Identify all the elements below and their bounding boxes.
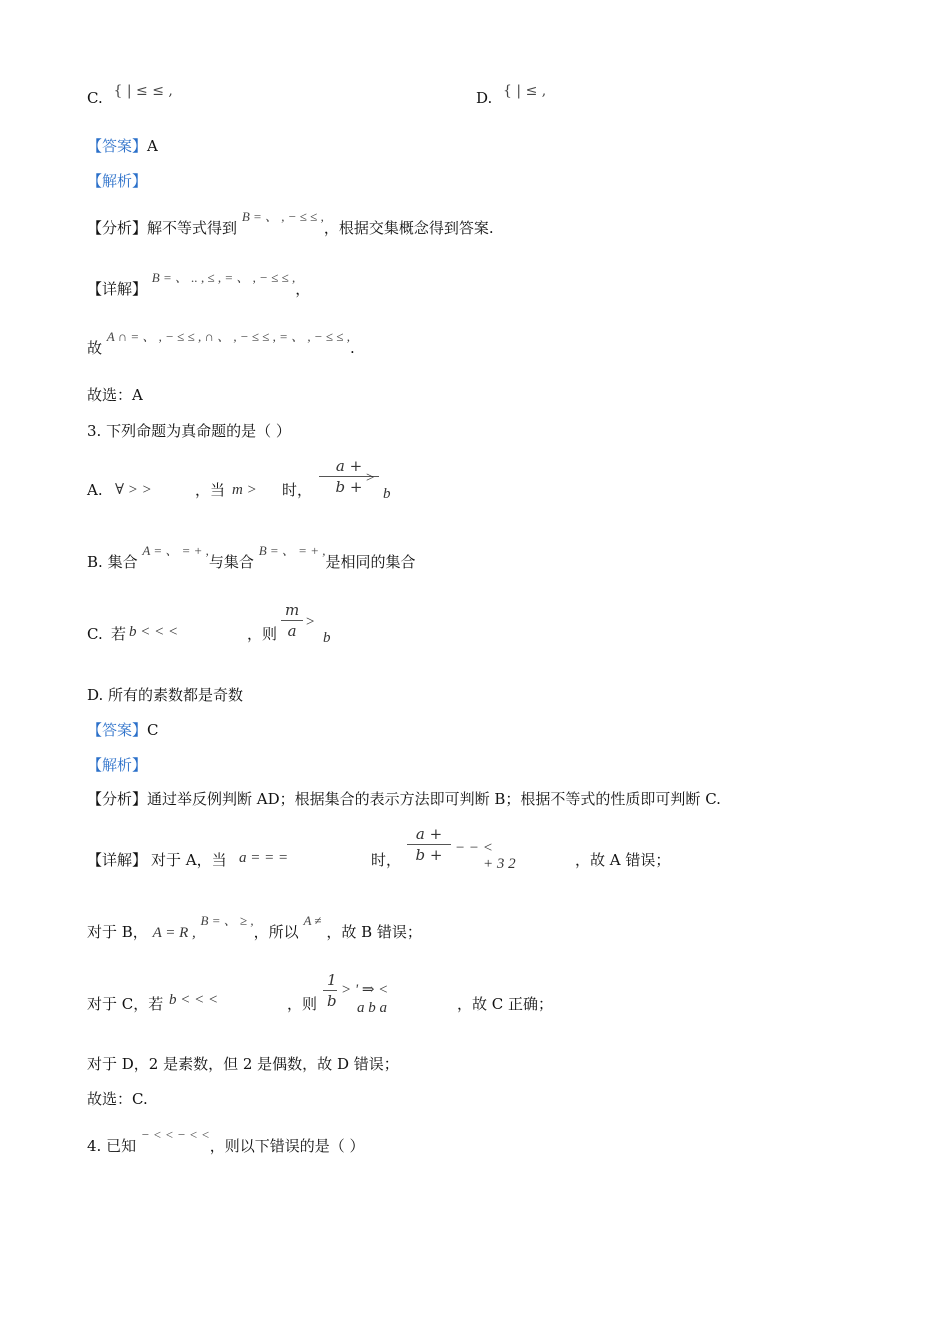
xiangjie-math: B = 、 ≥ ,: [200, 913, 254, 928]
option-math: { | ≤ ≤ ,: [113, 83, 173, 99]
answer-value: C: [147, 721, 159, 739]
fraction-denominator: a: [287, 622, 297, 640]
option-math: { | ≤ ,: [503, 83, 547, 99]
xiangjie-text: ，所以: [253, 923, 299, 941]
question-stem: [87, 1127, 365, 1157]
choose-text: 故选：C.: [87, 1090, 148, 1108]
option-text: 是相同的集合: [325, 553, 416, 571]
answer-line: [87, 136, 158, 156]
option-text: 与集合: [208, 553, 254, 571]
analysis-tag-line: [87, 755, 147, 775]
option-math: b: [383, 486, 391, 502]
fraction-numerator: a +: [335, 457, 363, 475]
xiangjie-line: [87, 270, 311, 300]
fraction-denominator: b +: [415, 846, 443, 864]
xiangjie-math: + 3 2: [483, 856, 516, 872]
fraction-numerator: 1: [327, 971, 337, 989]
option-text: 时，: [282, 481, 313, 499]
fenxi-text: 通过举反例判断 AD；根据集合的表示方法即可判断 B；根据不等式的性质即可判断 C.: [147, 790, 721, 808]
option-text: ，当: [195, 481, 226, 499]
option-math: b: [323, 630, 331, 646]
option-text: 集合: [107, 553, 138, 571]
analysis-tag-line: [87, 171, 147, 191]
xiangjie-text: 对于 D，2 是素数，但 2 是偶数，故 D 错误；: [87, 1055, 399, 1073]
option-label: B.: [87, 553, 103, 571]
fenxi-text: 解不等式得到: [147, 219, 238, 237]
fenxi-line: [87, 209, 494, 239]
question-stem-math: − < < − < <: [140, 1127, 210, 1142]
option-d-row: [87, 685, 243, 705]
option-math: m >: [232, 482, 257, 498]
fraction: [323, 970, 341, 1011]
choose-line: [87, 385, 143, 405]
xiangjie-text: 对于 A，当: [151, 851, 227, 869]
xiangjie-text: 对于 C，若: [87, 995, 164, 1013]
answer-tag: 【答案】: [87, 721, 148, 739]
xiangjie-text: 对于 B，: [87, 923, 148, 941]
option-math: b < < <: [129, 624, 179, 640]
option-math: A = 、 = + ,: [142, 543, 209, 558]
fraction-numerator: m: [285, 601, 300, 619]
option-label: C.: [87, 89, 103, 107]
xiangjie-math: A = R ,: [152, 925, 196, 941]
punct: ，: [295, 280, 311, 298]
option-b-row: [87, 543, 416, 573]
xiangjie-text: ，故 A 错误；: [575, 851, 671, 869]
option-text: ，则: [247, 625, 278, 643]
xiangjie-text: ，则: [287, 995, 318, 1013]
choose-line: [87, 1089, 148, 1109]
fraction-denominator: b +: [335, 478, 363, 496]
fraction-numerator: a +: [415, 825, 443, 843]
fenxi-tag: 【分析】: [87, 790, 148, 808]
answer-line: [87, 720, 159, 740]
option-label: C.: [87, 625, 103, 643]
xiangjie-math: B = 、 .. , ≤ , = 、 , − ≤ ≤ ,: [151, 270, 296, 285]
xiangjie-d-line: [87, 1054, 399, 1074]
question-stem: [87, 421, 291, 441]
xiangjie-math: A ≠: [303, 913, 322, 928]
xiangjie-text: ，故 B 错误；: [326, 923, 422, 941]
xiangjie-math: b < < <: [169, 992, 219, 1008]
xiangjie-b-line: [87, 913, 422, 943]
xiangjie-math: > ' ⇒ <: [341, 982, 389, 998]
xiangjie-tag: 【详解】: [87, 851, 148, 869]
answer-tag: 【答案】: [87, 137, 148, 155]
gu-math: A ∩ = 、 , − ≤ ≤ , ∩ 、 , − ≤ ≤ , = 、 , − ≤ ≤ ,: [106, 329, 350, 344]
option-c-row: [87, 83, 173, 109]
option-math: ∀ > >: [115, 482, 152, 498]
option-math: >: [305, 614, 316, 630]
fenxi-math: B = 、 , − ≤ ≤ ,: [241, 209, 324, 224]
punct: .: [349, 339, 355, 357]
analysis-tag: 【解析】: [87, 172, 148, 190]
xiangjie-text: ，故 C 正确；: [457, 995, 554, 1013]
xiangjie-text: 时，: [371, 851, 402, 869]
xiangjie-math: a b a: [357, 1000, 387, 1016]
option-d-row: [476, 83, 547, 109]
choose-text: 故选：A: [87, 386, 143, 404]
xiangjie-tag: 【详解】: [87, 280, 148, 298]
xiangjie-math: − − <: [455, 840, 493, 856]
option-math: >: [365, 470, 376, 486]
fenxi-tag: 【分析】: [87, 219, 148, 237]
xiangjie-math: a = = =: [239, 850, 289, 866]
fenxi-line: [87, 789, 721, 809]
fraction-denominator: b: [327, 992, 337, 1010]
option-text: D. 所有的素数都是奇数: [87, 686, 244, 704]
option-label: A.: [87, 481, 103, 499]
option-label: D.: [476, 89, 493, 107]
gu-line: [87, 329, 355, 359]
question-stem-prefix: 4. 已知: [87, 1137, 137, 1155]
fraction: [281, 600, 303, 641]
analysis-tag: 【解析】: [87, 756, 148, 774]
question-stem-suffix: ，则以下错误的是（ ）: [209, 1137, 365, 1155]
fenxi-text: ，根据交集概念得到答案.: [323, 219, 494, 237]
option-text: 若: [111, 625, 127, 643]
question-stem-text: 3. 下列命题为真命题的是（ ）: [87, 422, 291, 440]
answer-value: A: [147, 137, 158, 155]
fraction: [407, 824, 451, 865]
gu-label: 故: [87, 339, 103, 357]
option-math: B = 、 = + ,: [258, 543, 326, 558]
